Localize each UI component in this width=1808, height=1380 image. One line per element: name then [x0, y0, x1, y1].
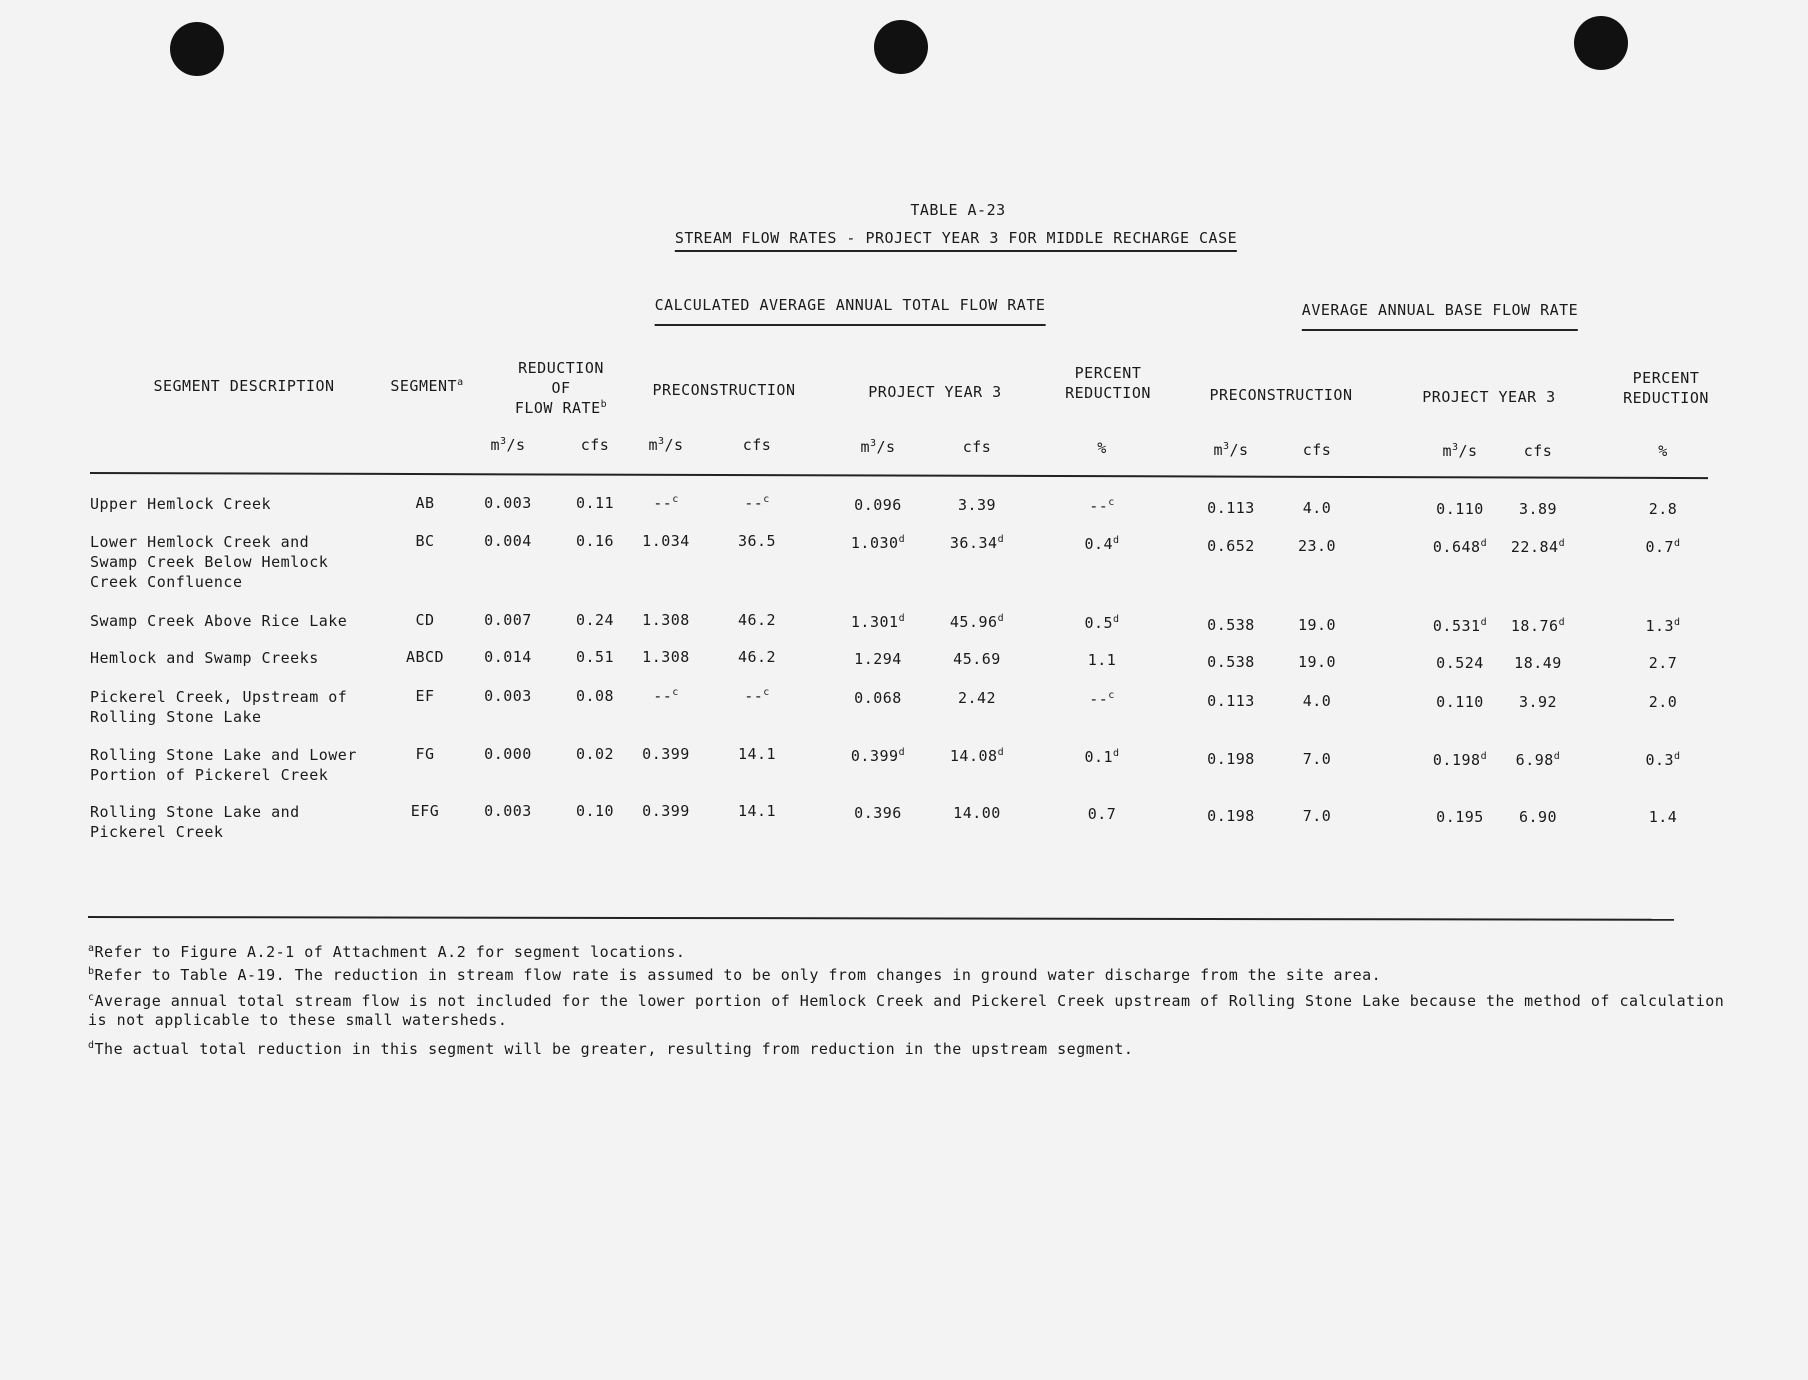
unit-label: % [1658, 442, 1668, 460]
table-cell: 0.7$^d$ [1645, 538, 1681, 556]
table-cell: 1.034 [642, 532, 690, 550]
header-preconstruction-base: PRECONSTRUCTION [1209, 386, 1353, 404]
table-cell: 0.198 [1207, 807, 1255, 825]
table-cell: --$^c$ [653, 494, 679, 512]
header-reduction: REDUCTION OF FLOW RATE$^b$ [514, 359, 608, 417]
unit-label: $m^3/s$ [860, 438, 896, 456]
table-cell: 0.399 [642, 802, 690, 820]
segment-description: Swamp Creek Above Rice Lake [90, 612, 348, 630]
table-cell: --$^c$ [1089, 690, 1115, 708]
header-segment: SEGMENT$^a$ [390, 377, 464, 395]
table-cell: 46.2 [737, 648, 777, 666]
table-cell: 0.003 [484, 802, 532, 820]
table-cell: 14.00 [953, 804, 1001, 822]
table-cell: 0.007 [484, 611, 532, 629]
table-cell: 0.195 [1436, 808, 1484, 826]
table-cell: --$^c$ [744, 494, 770, 512]
table-cell: 0.538 [1207, 616, 1255, 634]
footer-rule [88, 916, 1674, 921]
table-cell: 0.652 [1207, 537, 1255, 555]
table-cell: 23.0 [1297, 537, 1337, 555]
segment-code: ABCD [405, 648, 445, 666]
unit-label: $m^3/s$ [1213, 441, 1249, 459]
table-cell: 6.90 [1518, 808, 1558, 826]
table-cell: 1.308 [642, 611, 690, 629]
unit-label: $m^3/s$ [1442, 442, 1478, 460]
segment-description: Rolling Stone Lake and Pickerel Creek [90, 803, 300, 841]
table-cell: 1.1 [1087, 651, 1117, 669]
segment-description: Rolling Stone Lake and Lower Portion of Pickerel Creek [90, 746, 357, 784]
table-title: STREAM FLOW RATES - PROJECT YEAR 3 FOR MIDDLE RECHARGE CASE [675, 229, 1237, 252]
binder-hole-right [1574, 16, 1628, 70]
footnote: $^b$Refer to Table A-19. The reduction in stream flow rate is assumed to be only from changes in ground water discharge from the site area. [88, 966, 1382, 984]
table-cell: 0.51 [575, 648, 615, 666]
header-project-year-base: PROJECT YEAR 3 [1422, 388, 1556, 406]
segment-code: CD [415, 611, 435, 629]
table-cell: 1.308 [642, 648, 690, 666]
table-cell: 45.96$^d$ [949, 613, 1005, 631]
table-cell: 0.068 [854, 689, 902, 707]
header-percent-reduction-base: PERCENT REDUCTION [1623, 369, 1709, 407]
unit-label: % [1097, 439, 1107, 457]
table-cell: 45.69 [953, 650, 1001, 668]
table-cell: 0.02 [575, 745, 615, 763]
table-cell: 0.113 [1207, 499, 1255, 517]
table-cell: 2.8 [1648, 500, 1678, 518]
table-cell: 3.89 [1518, 500, 1558, 518]
table-cell: 0.396 [854, 804, 902, 822]
table-cell: 0.096 [854, 496, 902, 514]
segment-code: AB [415, 494, 435, 512]
table-cell: --$^c$ [1089, 497, 1115, 515]
table-cell: 0.24 [575, 611, 615, 629]
table-cell: 7.0 [1302, 750, 1332, 768]
group-header-total: CALCULATED AVERAGE ANNUAL TOTAL FLOW RATE [655, 296, 1046, 326]
table-cell: 19.0 [1297, 616, 1337, 634]
table-cell: 36.5 [737, 532, 777, 550]
table-cell: 7.0 [1302, 807, 1332, 825]
segment-code: BC [415, 532, 435, 550]
table-cell: 19.0 [1297, 653, 1337, 671]
segment-description: Hemlock and Swamp Creeks [90, 649, 319, 667]
table-cell: 3.39 [957, 496, 997, 514]
footnote: $^c$Average annual total stream flow is not included for the lower portion of Hemlock Creek and Pickerel Creek upstream of Rolling Stone Lake because the method of calculation is not applicable to these small watersheds. [88, 992, 1725, 1029]
header-percent-reduction: PERCENT REDUCTION [1065, 364, 1151, 402]
unit-label: cfs [1523, 442, 1553, 460]
table-cell: 0.000 [484, 745, 532, 763]
table-cell: 36.34$^d$ [949, 534, 1005, 552]
table-cell: --$^c$ [653, 687, 679, 705]
table-cell: 0.198$^d$ [1432, 751, 1488, 769]
footnote: $^a$Refer to Figure A.2-1 of Attachment A.2 for segment locations. [88, 943, 686, 961]
table-cell: 0.5$^d$ [1084, 614, 1120, 632]
table-cell: --$^c$ [744, 687, 770, 705]
header-project-year: PROJECT YEAR 3 [868, 383, 1002, 401]
unit-label: cfs [580, 436, 610, 454]
table-cell: 2.7 [1648, 654, 1678, 672]
table-cell: 0.16 [575, 532, 615, 550]
unit-label: $m^3/s$ [648, 436, 684, 454]
binder-hole-center [874, 20, 928, 74]
unit-label: cfs [962, 438, 992, 456]
table-cell: 0.7 [1087, 805, 1117, 823]
table-cell: 0.014 [484, 648, 532, 666]
table-cell: 0.1$^d$ [1084, 748, 1120, 766]
table-cell: 0.08 [575, 687, 615, 705]
table-cell: 0.399$^d$ [850, 747, 906, 765]
table-cell: 1.301$^d$ [850, 613, 906, 631]
table-cell: 0.524 [1436, 654, 1484, 672]
table-cell: 1.294 [854, 650, 902, 668]
header-preconstruction: PRECONSTRUCTION [652, 381, 796, 399]
table-cell: 0.198 [1207, 750, 1255, 768]
table-cell: 1.030$^d$ [850, 534, 906, 552]
table-cell: 0.4$^d$ [1084, 535, 1120, 553]
table-cell: 0.11 [575, 494, 615, 512]
segment-code: FG [415, 745, 435, 763]
table-cell: 0.004 [484, 532, 532, 550]
table-cell: 3.92 [1518, 693, 1558, 711]
unit-label: cfs [1302, 441, 1332, 459]
table-cell: 4.0 [1302, 499, 1332, 517]
table-cell: 2.42 [957, 689, 997, 707]
footnote: $^d$The actual total reduction in this segment will be greater, resulting from reduction in the upstream segment. [88, 1040, 1134, 1058]
table-cell: 0.3$^d$ [1645, 751, 1681, 769]
segment-description: Upper Hemlock Creek [90, 495, 272, 513]
table-cell: 18.49 [1514, 654, 1562, 672]
segment-description: Pickerel Creek, Upstream of Rolling Stone Lake [90, 688, 348, 726]
table-cell: 0.003 [484, 687, 532, 705]
table-cell: 0.113 [1207, 692, 1255, 710]
table-cell: 22.84$^d$ [1510, 538, 1566, 556]
table-cell: 4.0 [1302, 692, 1332, 710]
unit-label: cfs [742, 436, 772, 454]
table-cell: 0.399 [642, 745, 690, 763]
table-cell: 18.76$^d$ [1510, 617, 1566, 635]
table-cell: 0.110 [1436, 500, 1484, 518]
table-cell: 0.110 [1436, 693, 1484, 711]
table-number: TABLE A-23 [910, 201, 1006, 219]
binder-hole-left [170, 22, 224, 76]
table-cell: 14.08$^d$ [949, 747, 1005, 765]
table-cell: 1.3$^d$ [1645, 617, 1681, 635]
table-cell: 2.0 [1648, 693, 1678, 711]
segment-code: EFG [410, 802, 440, 820]
table-cell: 1.4 [1648, 808, 1678, 826]
table-cell: 0.10 [575, 802, 615, 820]
group-header-base: AVERAGE ANNUAL BASE FLOW RATE [1302, 301, 1578, 331]
table-cell: 46.2 [737, 611, 777, 629]
header-rule [90, 472, 1708, 479]
table-cell: 14.1 [737, 802, 777, 820]
table-cell: 0.531$^d$ [1432, 617, 1488, 635]
unit-label: $m^3/s$ [490, 436, 526, 454]
table-cell: 14.1 [737, 745, 777, 763]
header-segment-description: SEGMENT DESCRIPTION [153, 377, 335, 395]
segment-description: Lower Hemlock Creek and Swamp Creek Below Hemlock Creek Confluence [90, 533, 329, 591]
table-cell: 0.538 [1207, 653, 1255, 671]
table-cell: 6.98$^d$ [1515, 751, 1561, 769]
table-cell: 0.003 [484, 494, 532, 512]
table-cell: 0.648$^d$ [1432, 538, 1488, 556]
segment-code: EF [415, 687, 435, 705]
